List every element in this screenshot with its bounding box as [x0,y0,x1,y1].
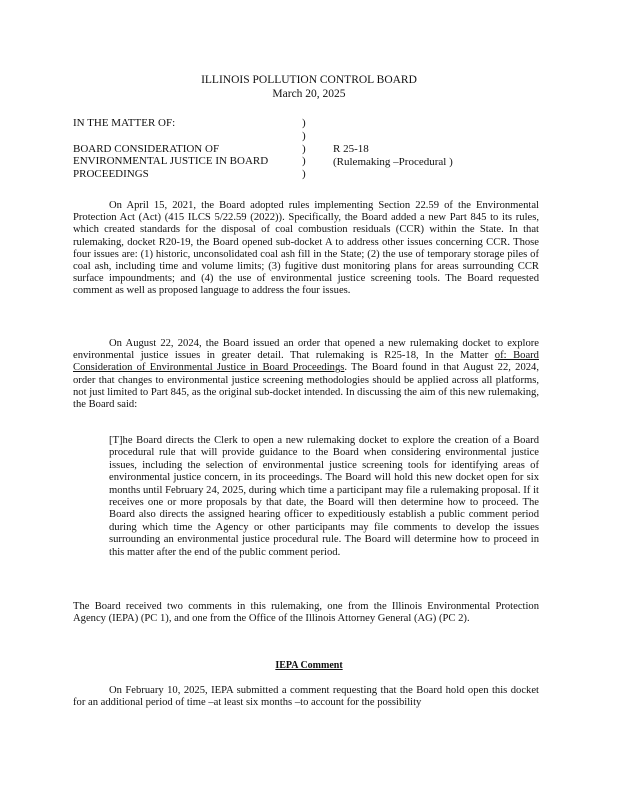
caption-title-line: PROCEEDINGS [73,168,149,181]
case-caption [73,117,293,181]
paragraph-iepa: On February 10, 2025, IEPA submitted a comment requesting that the Board hold open this docket for an additional period of time –at least six months –to account for the possibility [73,685,539,709]
paragraph-background: On April 15, 2021, the Board adopted rules implementing Section 22.59 of the Environmental Protection Act (Act) (415 ILCS 5/22.59 (2022)). Specifically, the Board added a new Part 845 to its rules, which created standards for the disposal of coal combustion residuals (CCR) within the State. In that rulemaking, docket R20-19, the Board opened sub-docket A to address other issues concerning CCR. Those four issues are: (1) historic, unconsolidated coal ash fill in the State; (2) the use of temporary storage piles of coal ash, including time and volume limits; (3) fugitive dust monitoring plans for areas surrounding CCR surface impoundments; and (4) the use of environmental justice screening tools. The Board requested comment as well as proposed language to address the four issues. [73,200,539,297]
caption-title-line: ENVIRONMENTAL JUSTICE IN BOARD [73,155,269,168]
caption-parentheses: ) ) ) ) ) [302,117,306,181]
block-quote: [T]he Board directs the Clerk to open a new rulemaking docket to explore the creation of a Board procedural rule that will provide guidance to the Board when considering environmental justice issues, including the selection of environmental justice screening tools for identifying areas of environmental justice concern, in its proceedings. The Board will hold this new docket open for six months until February 24, 2025, during which time a participant may file a rulemaking proposal. If it receives one or more proposals by that date, the Board will then determine how to proceed. The Board also directs the assigned hearing officer to expeditiously establish a public comment period during which time the Agency or other participants may file comments to develop the issues surrounding an environmental justice procedural rule. The Board will determine how to proceed in this matter after the end of the public comment period. [109,435,539,558]
paragraph-comments: The Board received two comments in this rulemaking, one from the Illinois Environmental Protection Agency (IEPA) (PC 1), and one from the Office of the Illinois Attorney General (AG) (PC 2). [73,601,539,625]
paragraph-new-docket: On August 22, 2024, the Board issued an order that opened a new rulemaking docket to explore environmental justice issues in greater detail. That rulemaking is R25-18, In the Matter of: Board Consideration of Environmental Justice in Board Proceedings. The Board found in that August 22, 2024, order that changes to environmental justice screening methodologies should be applied across all platforms, not just limited to Part 845, as the original sub-docket intended. In discussing the aim of this new rulemaking, the Board said: [73,338,539,411]
in-the-matter-label: IN THE MATTER OF: [73,117,176,129]
board-name: ILLINOIS POLLUTION CONTROL BOARD [201,74,417,86]
section-heading-iepa-comment: IEPA Comment [275,660,343,671]
caption-title-line: BOARD CONSIDERATION OF [73,142,220,155]
docket-info [333,143,453,169]
docket-type: (Rulemaking –Procedural ) [333,155,453,168]
order-date: March 20, 2025 [272,88,346,100]
case-title-link: of: Board Consideration of Environmental Justice in Board Proceedings [73,350,539,374]
docket-number: R 25-18 [333,143,369,155]
